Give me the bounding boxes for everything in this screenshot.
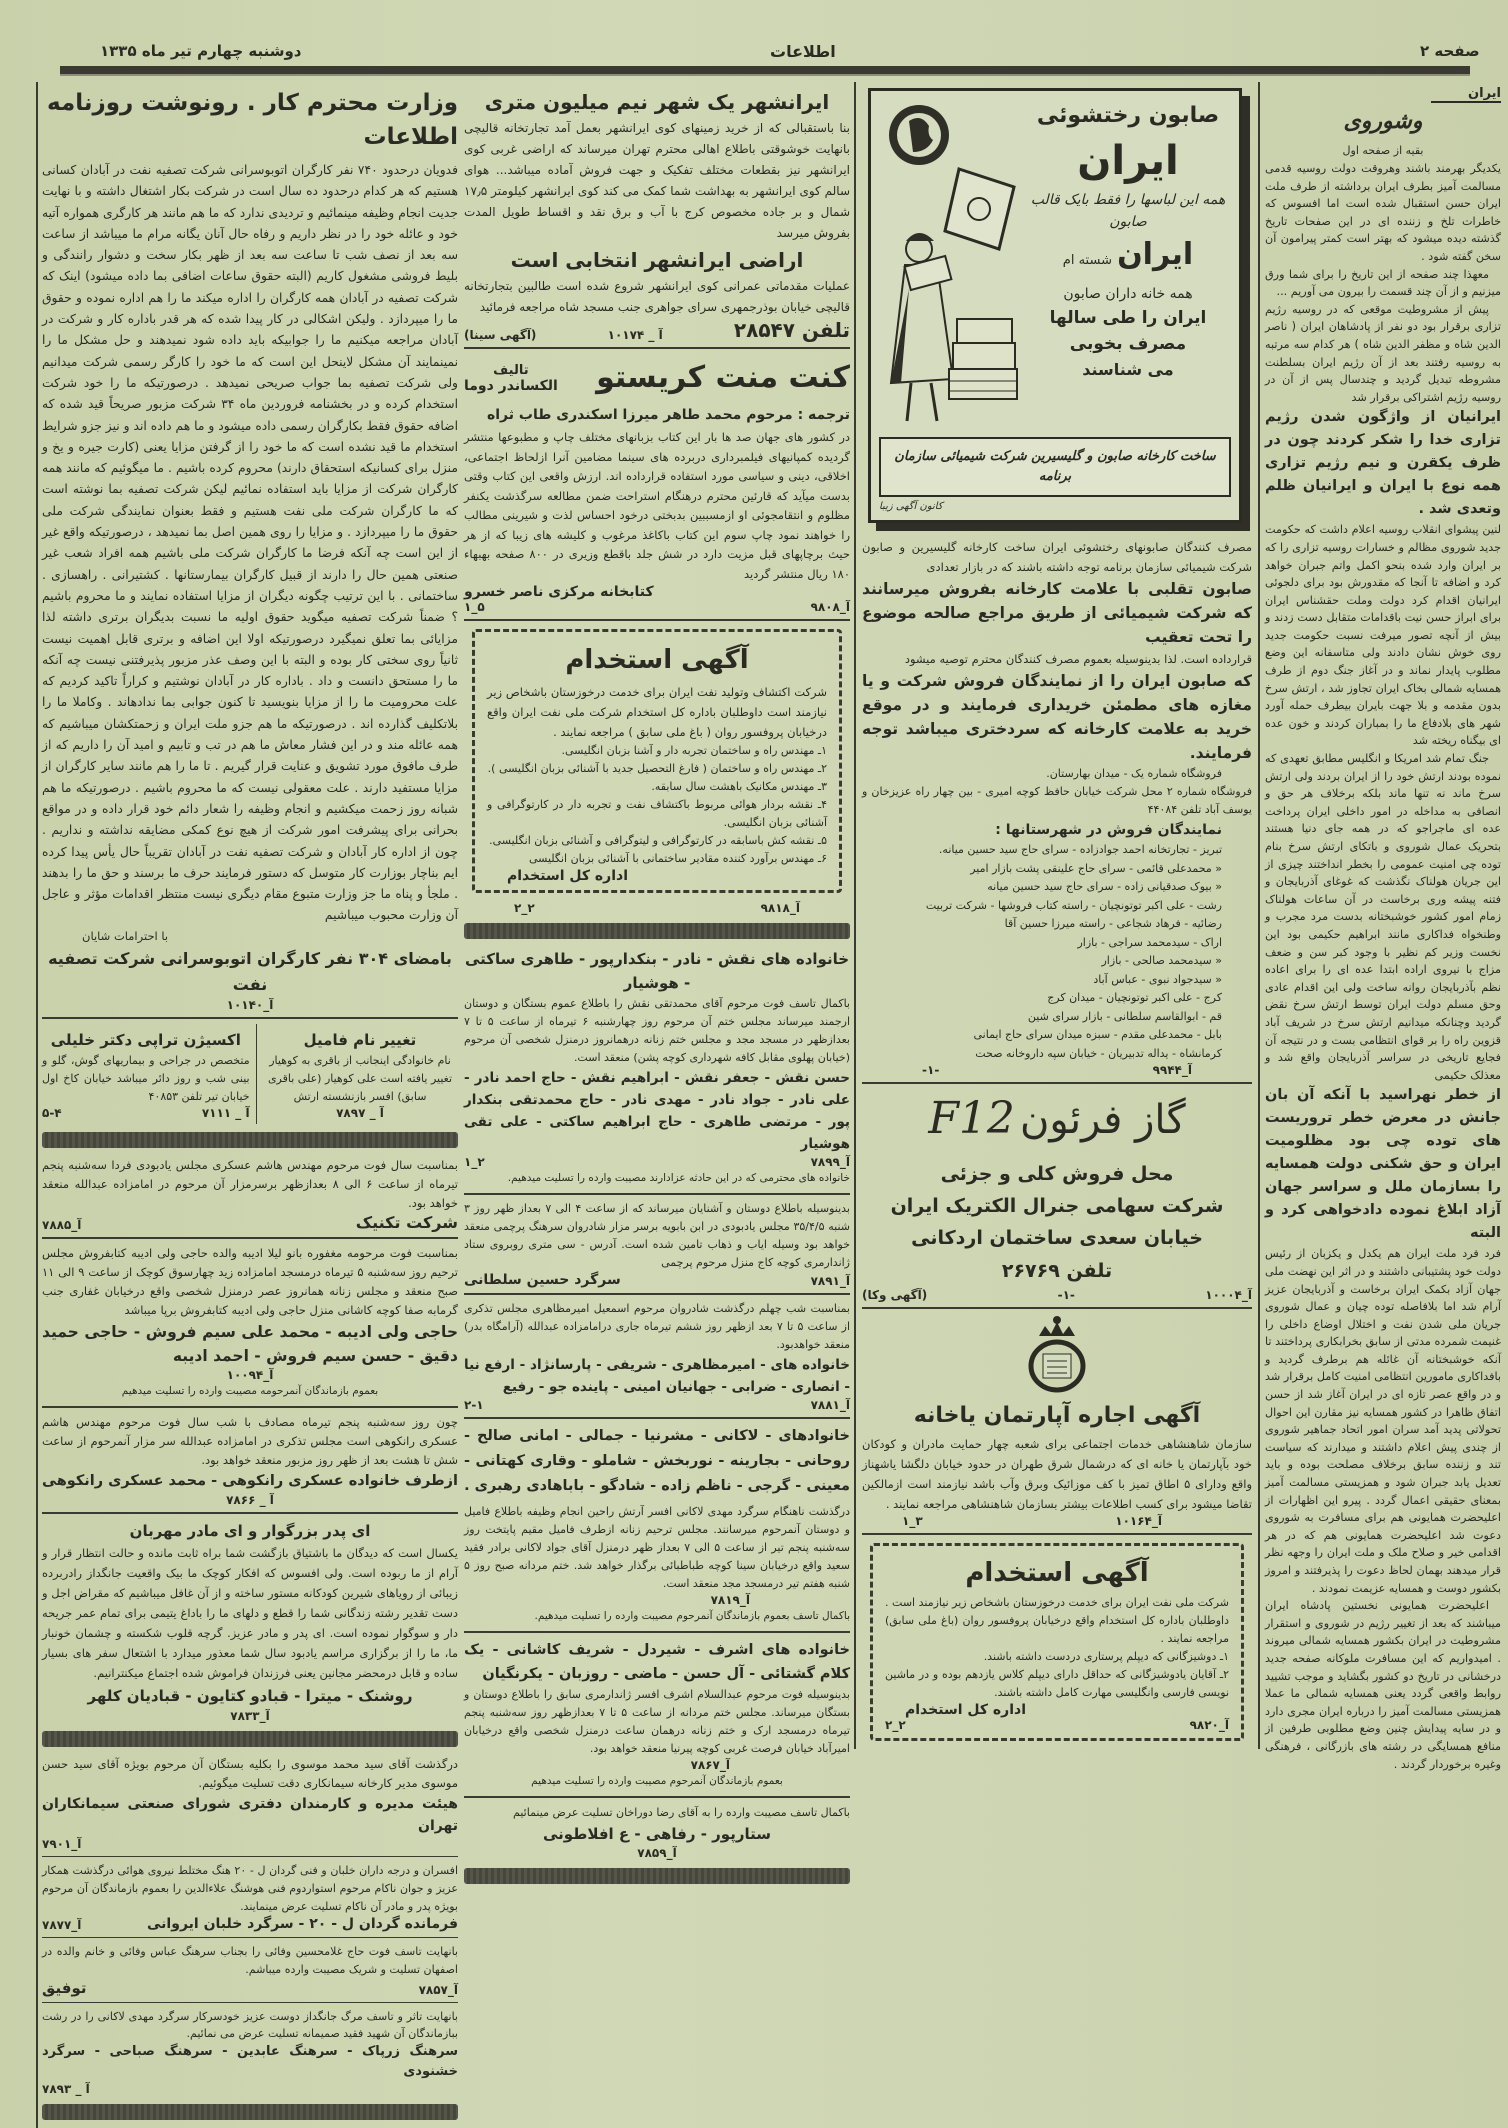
middle-column [460,82,854,1892]
obituary-signature: حسن نقش - جعفر نقش - ابراهیم نقش - حاج احمد نادر - علی نادر - جواد نادر - مهدی نادر - حاج محمدتقی بنکدار پور - مرتضی طاهری - حاج ابراهیم ساکتی - علی تقی هوشیار [464,1067,850,1155]
ad-code: آ _ ۱۰۱۷۴ [608,328,663,342]
divider [42,1017,458,1019]
obituary-body: بدینوسیله باطلاع دوستان و آشنایان میرساند که از ساعت ۴ الی ۷ بعداز ظهر روز ۳ شنبه ۳۵/۴/۵ مجلس یادبودی در ابن بابویه برسر مزار شادروان سرهنگ پرچمی منعقد خواهد بود وسیله ایاب و ذهاب تامین شده است. آدرس - سی متری روبروی ستاد ژاندارمری کوچه کاج منزل مرحوم پرچمی [464,1200,850,1272]
ad-agency: کانون آگهی زیبا [879,501,1231,512]
ad-run: ۲_۲ [514,901,535,915]
sales-agent-item: کرمانشاه - یداله تدبیریان - خیابان سپه داروخانه صحت [862,1045,1252,1064]
job-item: ۳ـ مهندس مکانیک باهشت سال سابقه. [487,778,827,796]
ad-body: شرکت اکتشاف وتولید نفت ایران برای خدمت درخوزستان باشخاص زیر نیازمند است داوطلبان باداره کل استخدام شرکت ملی نفت ایران واقع درخیابان پروفسور روان ( باغ ملی سابق ) مراجعه نمایند . [487,682,827,742]
divider [464,1417,850,1419]
obituary [42,1755,458,1851]
ad-code: آ_۷۸۸۱ [811,1398,850,1412]
ad-code: آ_۱۰۱۴۰ [42,998,458,1012]
ad-code: آ_۹۹۴۴ [1153,1063,1192,1077]
obituary-body: بانهایت تاسف فوت حاج غلامحسین وفائی را بجناب سرهنگ عباس وفائی و خانم والده در اصفهان تسلیت و شریک مصیبت وارده میباشم. [42,1943,458,1979]
ad-run: -۱- [1058,1288,1075,1302]
ad-run: ۲_۲ [885,1718,906,1732]
left-column [36,82,458,2128]
divider [464,1293,850,1295]
ad-title [862,1089,1252,1158]
article-emphasis: ایرانیان از واژگون شدن رژیم تزاری خدا را شکر کردند چون در ظرف یکقرن و نیم رژیم تزاری همه نوع با ایران و ایرانیان ظلم وتعدی شد . [1265,406,1501,521]
divider [42,1406,458,1408]
sales-agent-item: رشت - علی اکبر توتونچیان - راسته کتاب فروشها - شرکت تربیت [862,897,1252,916]
freon-gas-ad [862,1089,1252,1302]
divider [464,347,850,349]
article-paragraph: لنین پیشوای انقلاب روسیه اعلام داشت که حکومت جدید شوروی مظالم و خسارات روسیه تزاری را که بر ایران وارد شده بنحو اکمل واتم جبران خواهد کرد و اضافه تا آنجا که مقدورش بود برای دلجوئی ایرانیان اقدام کرد دولت وملت حقشناس ایران برای ابراز حسن نیت باقدامات متقابل دست زدند و بیش از آنچه تصور میرفت نسبت حکومت جدید روی خوش نشان دادند ولی متاسفانه این وضع مطلوب پایدار نماند و در آغاز جنگ دوم از طرف همسایه شمالی بخاک ایران تجاوز شد ، ارتش سرخ بدون مقدمه و بلا جهت بایران بیطرف حمله آورد شهر های بلادفاع ما را بمباران کردند و خون عده ای بیگناه ریخته شد [1265,521,1501,750]
ad-code: آ _ ۷۸۹۳ [42,2082,458,2096]
page-number: صفحه ۲ [1420,42,1480,60]
brand-name: ایران [1117,237,1193,272]
ad-phone: تلفن ۲۶۷۶۹ [862,1254,1252,1288]
job-item: ۶ـ مهندس برآورد کننده مقادیر ساختمانی با آشنائی بزبان انگلیسی [487,850,827,868]
ad-title-latin: F12 [928,1093,1015,1144]
iranshahr-ad [464,86,850,342]
ad-line: شرکت سهامی جنرال الکتریک ایران [862,1190,1252,1222]
newspaper-name: اطلاعات [770,42,836,61]
obituary-signature: خانواده های - امیرمظاهری - شریفی - پارسانژاد - ارفع نیا - انصاری - ضرابی - جهانیان امینی - پاینده جو - رفیع [464,1354,850,1398]
letter-article [42,86,458,1012]
divider [464,619,850,621]
ad-title: اکسیژن تراپی دکتر خلیلی [42,1028,250,1052]
ad-code: آ_۷۸۸۵ [42,1218,81,1232]
ad-code: آ_۹۸۱۸ [761,901,800,915]
ad-code: آ_۷۸۱۹ [464,1593,850,1607]
ad-code: آ_۷۹۰۱ [42,1837,458,1851]
ad-code: آ _ ۷۸۹۷ [262,1106,458,1120]
agents-list [862,841,1252,1063]
author-label: تالیف [464,363,558,378]
book-translator: ترجمه : مرحوم محمد طاهر میرزا اسکندری طاب ثراه [464,402,850,428]
sales-agent-item: رضائیه - فرهاد شجاعی - راسته میرزا حسین آقا [862,915,1252,934]
obituary [42,1244,458,1401]
sales-agent-item: کرج - علی اکبر توتونچیان - میدان کرج [862,989,1252,1008]
ad-tagline: می شناسند [1025,357,1231,383]
ad-agency: (آگهی وکا) [862,1288,927,1302]
obituary-body: بانهایت تاثر و تاسف مرگ جانگداز دوست عزیز خودسرکار سرگرد مهدی لاکانی را در رشت ببازماندگان آن شهید فقید صمیمانه تسلیت عرض می نمائیم. [42,2008,458,2042]
sales-agent-item: « سیدمحمد صالحی - بازار [862,952,1252,971]
divider [42,2002,458,2003]
section-bar [42,1132,458,1148]
obituary-signature: شرکت تکنیک [356,1213,458,1232]
obituary [464,1803,850,1860]
ad-title-persian: گاز فرئون [1020,1097,1186,1143]
divider [42,1512,458,1514]
divider [464,1193,850,1195]
obituary-footer: بعموم بازماندگان آنمرحوم مصیبت وارده را تسلیت میدهیم [464,1772,850,1791]
article-paragraph: جنگ تمام شد امریکا و انگلیس مطابق تعهدی که نموده بودند ارتش خود را از ایران بردند ولی ارتش سرخ ماند نه تنها ماند بلکه برخلاف هر حق و انصافی به مداخله در امور داخلی ایران پرداخت عده ای ماجراجو که در همه جای دنیا هستند بتحریک عمال شوروی و باتکای ارتش سرخ بنام توده چی امنیت عمومی را بخطر انداختند چیزی از این جریان هولناک نگذشت که غوغای آذربایجان و فتنه پیشه وری برخاست در آن ساعات هولناک زمام امور کشور خوشبختانه بدست مرد مجرب و وطنخواه فداکاری مانند ابراهیم حکیمی بود این نخست وزیر کم نظیر با وجود کبر سن و ضعف مزاج با نیروی اراده ابتدا عده ای را برای اعاده نظم بآذربایجان روانه ساخت ولی این اقدام عادی وحق مسلم دولت ایران توسط ارتش سرخ نقض گردید وچنانکه میدانیم ارتش سرخ در شریف آباد قزوین راه را بر قوای انتظامی بست و در نتیجه آن فجایع تاریخی در سراسر آذربایجان واقع شد و معذلک حکیمی [1265,750,1501,1084]
brand-line: صابون رختشوئی [1025,99,1231,133]
ad-body: شرکت ملی نفت ایران برای خدمت درخوزستان باشخاص زیر نیازمند است . داوطلبان باداره کل استخدام واقع درخیابان پروفسور روان (باغ ملی سابق) مراجعه نمایند . [885,1594,1229,1648]
ad-tagline: ایران را طی سالها مصرف بخوبی [1025,305,1231,357]
obituary-footer: بعموم بازماندگان آنمرحومه مصیبت وارده را تسلیت میدهیم [42,1382,458,1401]
small-ads-row [42,1024,458,1124]
notice-emphasis: که صابون ایران را از نمایندگان فروش شرکت و یا مغازه های مطمئن خریداری فرمایند و در موقع خرید به علامت کارخانه که سردختری میباشد توجه فرمایند. [862,669,1252,765]
ad-run: -۱- [922,1063,939,1077]
divider [42,1937,458,1938]
brand-name: ایران [1025,133,1231,189]
obituary-body: درگذشت آقای سید محمد موسوی را بکلیه بستگان آن مرحوم بویژه آقای سید حسن موسوی مدیر کارخانه سیمانکاری دقت تسلیت میگوئیم. [42,1755,458,1793]
brand-logo-icon [889,105,949,165]
obituary [464,1638,850,1791]
divider [862,1082,1252,1084]
ad-code: آ_۷۸۶۷ [464,1758,850,1772]
article-paragraph: یکدیگر بهرمند باشند وهروقت دولت روسیه قدمی مسالمت آمیز بطرف ایران برداشته از طرف ملت ایران حسن استقبال شده است اما افسوس که خاطرات تلخ و زننده ای در این صفحات تاریخ گذشته دیده میشود که بهتر است کمتر پیرامون آن سخن گفته شود . [1265,160,1501,266]
ad-code: آ_۷۸۹۹ [811,1155,850,1169]
ad-code: آ_۷۸۷۷ [42,1918,81,1932]
ad-run: ۲-۱ [464,1398,484,1412]
ad-tagline-small: شسته ام [1063,253,1112,268]
obituary-body: درگذشت ناهنگام سرگرد مهدی لاکانی افسر آرتش راحین انجام وظیفه باطلاع فامیل و دوستان آنمرحوم میرسانند. مجلس ترحیم زنانه ازطرف فامیل مقیم پایتخت روز سه‌شنبه پنجم تیر از ساعت ۵ الی ۷ بعداز ظهر درمنزل آقای جواد لاکانی برادر فقید سعید واقع درخیابان سینا کوچه طباطبائی برگذار خواهد شد. ختم مردانه صبح روز ۵ شنبه هفتم تیر درمسجد مجد منعقد است. [464,1503,850,1593]
store-item: فروشگاه شماره یک - میدان بهارستان. [862,765,1252,783]
ad-code: آ_۱۰۰۰۴ [1205,1288,1252,1302]
employment-ad [870,1543,1244,1741]
obituary-footer: خانواده های محترمی که در این حادثه عزادارند مصیبت وارده را تسلیت میدهیم. [464,1169,850,1188]
article-kicker: ایران [1431,86,1501,103]
iran-soviet-article [1265,86,1501,1773]
ad-headline: ایرانشهر یک شهر نیم میلیون متری [464,86,850,118]
book-title: کنت منت کریستو [596,354,850,402]
masthead-rule [60,66,1470,76]
obituary-signature: روشنک - میترا - قبادو کتایون - قبادیان کلهر [42,1683,458,1709]
monte-cristo-ad [464,354,850,614]
sales-agent-item: تبریز - تجارتخانه احمد جوادزاده - سرای حاج سید حسین میانه. [862,841,1252,860]
royal-emblem-icon [862,1314,1252,1398]
ad-title: آگهی استخدام [885,1552,1229,1594]
ad-code: آ_۹۸۲۰ [1190,1718,1229,1732]
sales-agent-item: قم - ابوالقاسم سلطانی - بازار سرای شین [862,1008,1252,1027]
ad-title: آگهی استخدام [487,638,827,682]
notice-body: قرارداده است. لذا بدینوسیله بعموم مصرف کنندگان محترم توصیه میشود [862,649,1252,669]
obituary-title: خانواده های اشرف - شیردل - شریف کاشانی - یک کلام گشتائی - آل حسن - ماضی - روزبان - یکرنگیان [464,1638,850,1686]
employment-ad [472,629,842,893]
soap-bar-icon [945,169,1014,249]
divider [42,1237,458,1239]
obituary-body: بمناسبت فوت مرحومه مغفوره بانو لیلا ادیبه والده حاجی ولی ادیبه کتابفروش مجلس ترحیم روز سه‌شنبه ۵ تیرماه درمسجد امامزاده زید چهارسوق کوچک از ساعت ۹ الی ۱۱ صبح منعقد و مجلس زنانه همانروز عصر درمنزل شخصی واقع درخیابان غفاری جنب گرمابه صفا کوچه کاشانی منزل حاجی ولی ادیبه کتابفروش برپا میباشد [42,1244,458,1320]
job-item: ۲ـ مهندس راه و ساختمان ( فارغ التحصیل جدید با آشنائی بزبان انگلیسی ). [487,760,827,778]
obituary-title: خانوادهای - لاکانی - مشرنیا - جمالی - امانی صالح - روحانی - بجارینه - نوربخش - شاملو - وقاری کهتانی - معینی - گرجی - ناظم زاده - شادگو - باباهادی رهبری . [464,1424,850,1499]
soap-counterfeit-notice [862,537,1252,1077]
section-bar [42,2104,458,2120]
job-item: ۲ـ آقایان یادوشیزگانی که حداقل دارای دیپلم کلاس یازدهم بوده و در ماشین نویسی فارسی وانگلیسی مهارت کامل داشته باشند. [885,1666,1229,1702]
obituary-body: یکسال است که دیدگان ما باشتیاق بازگشت شما براه ثابت مانده و حالت انتظار قرار و آرام از ما ربوده است. ولی افسوس که افکار کوچک ما بیک واقعیت جانگداز رادربرده زیبائی از رویاهای شیرین کودکانه مستور ساخته و از آن غافل میباشیم که مقراض اجل و دست تقدیر رشته زندگانی شما را قطع و دلهای ما را باداغ یتیمی برای تمام عمر جریحه دار و سوگوار نموده است. ای پدر و مادر عزیز. گرچه قلوب شکسته و چشمان خونبار ما، ما را از برگزاری مراسم یادبود سال شما معذور میدارد با اشتعال سفر های بسیار ساده و قابل درمحضر مجانین یعنی فرزندان فراموش شده اجتماع میکنترانیم. [42,1543,458,1683]
ad-tagline: همه این لباسها را فقط بایک قالب صابون [1025,189,1231,233]
ad-body: عملیات مقدماتی عمرانی کوی ایرانشهر شروع شده است طالبین بتجارتخانه قالیچی خیابان بوذرجمهری سرای جواهری جنب مسجد شاه مراجعه فرمائید [464,276,850,318]
ad-code: آ_۱۰۱۶۴ [1115,1514,1162,1528]
sales-agent-item: « بیوک صدقیانی زاده - سرای حاج سید حسین میانه [862,878,1252,897]
obituary [42,2008,458,2096]
article-body: فدویان درحدود ۷۴۰ نفر کارگران اتوبوسرانی شرکت تصفیه نفت در آبادان کسانی هستیم که هر کدام درحدود ده سال است در شرکت بکار اشتغال داشته و با نهایت جدیت انجام وظیفه مینمائیم و تردیدی ندارد که ما هم مانند هر کارگری همواره آتیه خود و عائله خود را در نظر داریم و رفاه حال آنان یگانه مرام ما میباشد از ساعت سه بعد از نصف شب تا ساعت سه بعد از ظهر بکار سخت و دشوار رانندگی و بلیط فروشی مشغول کاریم (البته حقوق ساعات اضافی بما داده میشود) اینک که شرکت تصفیه در آبادان همه کارگران را اداره میکند ما را هم اداره نموده و حقوق ما را میپردازد . ولیکن اشکالی در کار پیدا شده که هر قدر باداره کار و شرکت در آبادان مراجعه میکنیم ما را جوابیکه باید داده شود نمیدهند و حل مشکل ما را نمینمایند آن مشکل لاینحل این است که ما خود را کارگر رسمی شرکت میدانیم ولی شرکت تصفیه بما جواب صریحی نمیدهد . درصورتیکه ما را خود شرکت استخدام کرده و در بخشنامه فروردین ماه ۳۴ شرکت مزبور صریحاً قید شده که اضافه حقوق فقط بکارگران رسمی داده میشود و ما هم داده اند و نیز جزو شرایط استخدام ما قید نشده است که ما خود را از گرفتن مزایا یعنی (کارت جیره و یخ و منزل برای کسانیکه استحقاق دارند) محروم کرده باشیم . ما میگوئیم که مانند همه کارگران شرکت از مزایا باید استفاده نمائیم لیکن شرکت تصفیه بما نوشته است که ما کارگران شرکت ملی نفت هستیم و فقط بعنوان نمایندگی شرکت ملی حقوق ما را میپردازد . و مزایا را روی همین اصل بما نمیدهد ، درصورتیکه واقع غیر از این است چه آنکه فرضا ما کارگران شرکت ملی باشیم همه افراد شعب غیر صنعتی همین حال را دارند از قبیل کارگران بیمارستانها . کشتیرانی . راهسازی . ساختمانی . با این ترتیب چگونه دیگران از مزایا استفاده نمایند و ما محروم باشیم ؟ ضمناً شرکت تصفیه میگوید حقوق اولیه ما نسبت بدیگران برتری داشته لذا مزایائی بما تعلق نمیگیرد درصورتیکه اولا این اضافه و برتری قابل اهمیت نیست ثانیاً روی سختی کار بوده و البته با این وصف عذر مزبور پذیرفتنی نیست چه آنکه ما را مستحق دانست و داد . باداره کار در آبادان نوشتیم و کراراً تاکید کردیم که علت محرومیت ما را از مزایا بنویسید تا کنون جوابی بما ندادهاند . وکاملا ما را بلاتکلیف گذارده اند . درصورتیکه ما هم جزو ملت ایران و زحمتکشان میباشیم که همه عائله مند و در این فشار معاش ما هم در تب و تابیم و امید آن را داریم که از طرف مافوق مورد تشویق و عنایت قرار گیریم . تا ما را هم مانند سایر کارگران از مزایا مستفید دارند . علت معقولی نیست که ما محروم باشیم . درصورتیکه ما هم شبانه روز زحمت میکشیم و انجام وظیفه را شعار دائم خود قرار داده و در مواقع بحرانی برای پیشرفت امور شرکت از هیچ نوع کمکی مضایقه نداشته و نداریم . چون از اداره کار آبادان و شرکت تصفیه نفت در آبادان تقریباً حال یأس پیدا کرده ایم بناچار بوزارت کار متوسل که دستور فرمایند حرف ما برسند و حق ما را بدهند . ملجأ و پناه ما جز وزارت متبوع مقام دیگری نیست منتظر اقدامات مؤثر و عاجل آن وزارت محبوب میباشیم [42,160,458,927]
book-author: الکساندر دوما [464,378,558,394]
article-paragraph: پیش از مشروطیت موقعی که در روسیه رژیم تزاری برقرار بود دو نفر از پادشاهان ایران ( ناصر الدین شاه و مظفر الدین شاه ) هر کدام سه مرتبه به روسیه رفتند بعد از آن رژیم ایران بسلطنت مشروطه تبدیل گردید و چندسال پس از آن در روسیه رژیم اشتراکی برقرار شد [1265,301,1501,407]
section-bar [464,1868,850,1884]
obituary-signature: سرهنگ زرپاک - سرهنگ عابدین - سرهنگ صباحی - سرگرد خشنودی [42,2042,458,2082]
obituary-body: بدینوسیله فوت مرحوم عبدالسلام اشرف افسر ژاندارمری سابق را باطلاع دوستان و بستگان میرساند. مجلس ختم مردانه از ساعت ۵ تا ۷ بعدازظهر روز سه‌شنبه پنجم تیرماه درمسجد ارک و ختم زنانه درهمان ساعت درمنزل شخصی واقع درخیابان امیرآباد خیابان فرصت غربی کوچه پیرنیا منعقد خواهد بود. [464,1686,850,1758]
ad-code: آ_۱۰۰۹۴ [42,1368,458,1382]
divider [862,1307,1252,1309]
ad-body: بنا باستقبالی که از خرید زمینهای کوی ایرانشهر بعمل آمد تجارتخانه قالیچی بانهایت خوشوقتی باطلاع اهالی محترم تهران میرساند که اراضی غربی کوی ایرانشهر نیز بقطعات مختلف تفکیک و جهت فروش آماده میباشد... هوای سالم کوی ایرانشهر به بهداشت شما کمک می کند کوی ایرانشهر کیلومتر ۱۷٫۵ شمال و بر جاده مخصوص کرج با آب و برق نقد و اقساط طویل المدت بفروش میرسد [464,118,850,244]
obituary-signature: فرمانده گردان ل - ۲۰ - سرگرد خلبان ایروانی [147,1916,458,1932]
soap-ad-illustration [879,99,1019,429]
sales-agent-item: « محمدعلی قائمی - سرای حاج علینقی پشت بازار امیر [862,860,1252,879]
ad-code: آ_۷۸۵۷ [419,1983,458,1997]
obituary-signature: هیئت مدیره و کارمندان دفتری شورای صنعتی سیمانکاران تهران [42,1793,458,1837]
job-item: ۴ـ نقشه بردار هوائی مربوط باکتشاف نفت و تجربه دار در کارتوگرافی و آشنائی بزبان انگلیسی. [487,796,827,832]
sales-agent-item: بابل - محمدعلی مقدم - سبزه میدان سرای حاج ایمانی [862,1026,1252,1045]
store-item: فروشگاه شماره ۲ محل شرکت خیابان حافظ کوچه امیری - بین چهار راه عزیزخان و یوسف آباد تلفن ۴۴۰۸۴ [862,783,1252,819]
name-change-notice [262,1028,458,1120]
obituary-body: بمناسبت سال فوت مرحوم مهندس هاشم عسکری مجلس یادبودی فردا سه‌شنبه پنجم تیرماه از ساعت ۶ الی ۸ بعدازظهر برسرمزار آن مرحوم در امامزاده عبدالله منعقد خواهد بود. [42,1156,458,1213]
ad-line: محل فروش کلی و جزئی [862,1158,1252,1190]
obituary-signature: ستارپور - رفاهی - ع افلاطونی [464,1822,850,1846]
ad-tagline: همه خانه داران صابون [1025,283,1231,305]
notice-body: مصرف کنندگان صابونهای رختشوئی ایران ساخت کارخانه گلیسیرین و صابون شرکت شیمیائی سازمان برنامه توجه داشته باشند که در بازار تعدادی [862,537,1252,577]
ad-signature: اداره کل استخدام [487,868,827,884]
obituary [42,1156,458,1232]
right-column [1263,82,1503,1777]
obituary-footer: باکمال تاسف بعموم بازماندگان آنمرحوم مصیبت وارده را تسلیت میدهیم. [464,1607,850,1626]
obituary-signature: حاجی ولی ادیبه - محمد علی سیم فروش - حاجی حمید دقیق - حسن سیم فروش - احمد ادیبه [42,1320,458,1368]
notice-body: نام خانوادگی اینجانب از باقری به کوهیار تغییر یافته است علی کوهیار (علی باقری سابق) افسر بازنشسته ارتش [262,1052,458,1106]
obituary-signature: سرگرد حسین سلطانی [464,1272,621,1288]
divider [42,1856,458,1857]
ad-code: آ _ ۷۸۶۶ [42,1493,458,1507]
ad-signature: اداره کل استخدام [885,1702,1229,1718]
obituary [42,1862,458,1932]
ad-run: ۳_۱ [902,1514,923,1528]
article-signature: بامضای ۳۰۴ نفر کارگران اتوبوسرانی شرکت تصفیه نفت [42,946,458,998]
article-paragraph: فرد فرد ملت ایران هم یکدل و یکزبان از رئیس دولت خود پشتیبانی داشتند و در اثر این نهضت ملی جهان آزاد بکمک ایران برخاست و آذربایجان عزیز آرام شد اما بلافاصله توده چیان و عمال شوروی جریان ملی شدن نفت و اختلال اوضاع داخلی را غنیمت شمرده مدتی از سابق بخرابکاری پرداختند تا آنکه خوشبختانه آن غائله هم برطرف گردید و بافداکاری مامورین انتظامی امنیت کامل برقرار شد و در واقع عصر تازه ای در ایران آغاز شد از حسن اتفاق ظاهرا در کشور همسایه نیز مقارن این احوال تحولاتی پدید آمد سران امور اتحاد جماهیر شوروی از چندی پیش اعلام داشتند و میدارند که سیاست تند و زننده سابق برخلاف مصلحت بوده و باید تعدیل یابد جبران شود و همزیستی مسالمت آمیز بمعنای حقیقی اعمال گردد . پیرو این اظهارات از اعلیحضرت همایونی هم برای مسافرت به شوروی دعوت شد اعلیحضرت همایونی هم که در هر اقدامی خیر و صلاح ملک و ملت ایران را وجهه نظر قرار میدهند بهمان لحاظ دعوت را پذیرفتند و امروز بکشور دوست و همسایه عزیمت نمودند . [1265,1245,1501,1597]
divider [862,1533,1252,1535]
woman-figure-icon [891,233,953,421]
author-block [464,363,558,394]
apartment-rental-ad [862,1314,1252,1528]
ad-code: آ_۷۸۳۳ [42,1709,458,1723]
oxygen-therapy-ad [42,1028,250,1120]
ad-code: آ _ ۷۱۱۱ [202,1106,250,1120]
obituary-signature: توفیق [42,1979,87,1997]
article-continuation: بقیه از صفحه اول [1265,141,1501,160]
divider [464,1631,850,1633]
obituary-title: ای پدر بزرگوار و ای مادر مهربان [42,1519,458,1543]
laundry-stack-icon [949,319,1017,399]
obituary-body: باکمال تاسف مصیبت وارده را به آقای رضا دوراخان تسلیت عرض مینمائیم [464,1803,850,1822]
article-paragraph: معهذا چند صفحه از این تاریخ را برای شما ورق میزنیم و از آن چند قسمت را بیرون می آوریم ... [1265,266,1501,301]
ad-body: سازمان شاهنشاهی خدمات اجتماعی برای شعبه چهار حمایت مادران و کودکان خود بآپارتمان یا خانه ای که درشمال شرق طهران در حدود خیابان دلگشا یاشهناز واقع ودارای ۵ اطاق تمیز با کف موزائیک وبرق وآب باشد نیازمند است ازمالکین تقاضا میشود برای کسب اطلاعات بیشتر بسازمان شاهنشاهی مراجعه نمایند . [862,1434,1252,1514]
notice-title: تغییر نام فامیل [262,1028,458,1052]
divider [464,1796,850,1798]
publisher: کتابخانه مرکزی ناصر خسرو [464,584,850,600]
issue-date: دوشنبه چهارم تیر ماه ۱۳۳۵ [100,42,301,60]
obituary-body: باکمال تاسف فوت مرحوم آقای محمدتقی نقش را باطلاع عموم بستگان و دوستان ارجمند میرساند مجلس ختم آن مرحوم روز چهارشنبه ۶ تیرماه از ساعت ۵ تا ۷ بعدازظهر در مسجد مجد و مجلس ختم زنانه درهمانروز درمنزل شخصی آن مرحوم (خیابان پهلوی مقابل کافه شهرداری کوچه پشن) منعقد است. [464,995,850,1067]
ad-code: آ_۹۸۰۸ [811,600,850,614]
notice-emphasis: صابون تقلبی با علامت کارخانه بفروش میرسانند که شرکت شیمیائی از طریق مراجع صالحه موضوع را تحت تعقیب [862,577,1252,649]
soap-ad-main [879,99,1231,429]
soap-advertisement [868,88,1242,523]
obituary-signature: ازطرف خانواده عسکری رانکوهی - محمد عسکری رانکوهی [42,1470,458,1493]
ad-code: آ_۷۸۹۱ [811,1274,850,1288]
ads-column [854,82,1260,1749]
ad-run: ۲_۱ [464,1155,485,1169]
ad-run: ۵-۴ [42,1106,62,1120]
obituary [464,1300,850,1412]
obituary [464,1424,850,1626]
obituary-body: بمناسبت شب چهلم درگذشت شادروان مرحوم اسمعیل امیرمظاهری مجلس تذکری از ساعت ۵ تا ۷ بعد ازظهر روز ششم تیرماه جاری درامامزاده عبدالله (آرامگاه بدر) منعقد خواهدبود. [464,1300,850,1354]
ad-tagline [1025,233,1231,283]
article-emphasis: از خطر نهراسید با آنکه آن بان جانش در معرض خطر تروریست های توده چی بود مظلومیت ایران و حق شکنی دولت همسایه را بسازمان ملل و سراسر جهان آزاد ابلاغ نموده دادخواهی کرد و البته [1265,1084,1501,1245]
article-headline: وشوروی [1265,103,1501,141]
obituary-body: چون روز سه‌شنبه پنجم تیرماه مصادف با شب سال فوت مرحوم مهندس هاشم عسکری رانکوهی است مجلس تذکری در امامزاده عبدالله سر مزار آنمرحوم از ساعت شش تا هشت بعد از ظهر روز مزبور منعقد خواهد بود. [42,1413,458,1470]
ad-run: ۵_۱ [464,600,485,614]
obituary-body: افسران و درجه داران خلبان و فنی گردان ل - ۲۰ هنگ مختلط نیروی هوائی درگذشت همکار عزیز و جوان ناکام مرحوم استواردوم فنی هوشنگ علاءالدین را بعموم بازماندگان آن مرحوم بویژه پدر و مادر آن ناکام تسلیت عرض مینمایند. [42,1862,458,1916]
ad-title: آگهی اجاره آپارتمان یاخانه [862,1398,1252,1434]
obituary [464,1200,850,1288]
sales-agent-item: اراک - سیدمحمد سراجی - بازار [862,934,1252,953]
obituary-title: خانواده های نقش - نادر - بنکدارپور - طاهری ساکتی - هوشیار [464,947,850,995]
article-headline: وزارت محترم کار . رونوشت روزنامه اطلاعات [42,86,458,154]
section-bar [42,1731,458,1747]
obituary [42,1413,458,1507]
obituary [464,947,850,1188]
job-item: ۱ـ مهندس راه و ساختمان تجربه دار و آشنا بزبان انگلیسی. [487,742,827,760]
ad-agency: (آگهی سینا) [464,328,536,342]
section-bar [464,923,850,939]
job-item: ۱ـ دوشیزگانی که دیپلم پرستاری دردست داشته باشند. [885,1648,1229,1666]
manufacturer: ساخت کارخانه صابون و گلیسیرین شرکت شیمیائی سازمان برنامه [879,437,1231,497]
agents-title: نمایندگان فروش در شهرستانها : [862,819,1252,841]
soap-ad-text [1025,99,1231,429]
ad-body: متخصص در جراحی و بیماریهای گوش، گلو و بینی شب و روز دائر میباشد خیابان کاخ اول خیابان تیر تلفن ۴۰۸۵۳ [42,1052,250,1106]
ad-line: خیابان سعدی ساختمان اردکانی [862,1222,1252,1254]
ad-code: آ_۷۸۵۹ [464,1846,850,1860]
article-closing: با احترامات شایان [42,927,458,946]
obituary [42,1519,458,1723]
obituary [42,1943,458,1997]
article-paragraph: اعلیحضرت همایونی نخستین پادشاه ایران میباشند که بعد از تغییر رژیم در شوروی و استقرار مشروطیت در ایران بکشور همسایه شمالی میروند . امیدواریم که این مسافرت ملوکانه صفحه جدید درخشانی در تاریخ دو کشور بگشاید و موجب تشیید روابط واقعی گردد یعنی همسایه شمالی ما عملا همزیستی مسالمت آمیز را درباره ایران مجری دارد و در سایه پیدایش چنین وضع مطلوبی طرفین از منافع همسایگی در رشته های بازرگانی ، فرهنگی وغیره برخوردار گردند . [1265,1597,1501,1773]
ad-phone: تلفن ۲۸۵۴۷ [734,318,850,342]
ad-subhead: اراضی ایرانشهر انتخابی است [464,244,850,276]
ad-body: در کشور های جهان صد ها بار این کتاب بزبانهای مختلف چاپ و مطبوعها منتشر گردیده کمپانیهای فیلمبرداری دربرده های سینما مضامین آنرا ازلحاظ اجتماعی، اخلاقی، دینی و سیاسی مورد استفاده قرارداده اند. ارزش واقعی این کتاب وقتی بدست میآید که قارئین محترم درهنگام استراحت ضمن مطالعه سرگذشت یکنفر مظلوم و انتقامجوئی او ازمسببین بدبختی درخود احساس لذت و شیرینی مطالب را خواهند نمود چاپ سوم این کتاب باکاغذ مرغوب و کلیشه های زیبا که از هر حیث برچاپهای قبل مزیت دارد در شش جلد باقطع وزیری در ۸۰۰ صفحه بهبهاء ۱۸۰ ریال منتشر گردید [464,428,850,584]
job-item: ۵ـ نقشه کش باسابقه در کارتوگرافی و لیتوگرافی و آشنائی بزبان انگلیسی. [487,832,827,850]
sales-agent-item: « سیدجواد نبوی - عباس آباد [862,971,1252,990]
